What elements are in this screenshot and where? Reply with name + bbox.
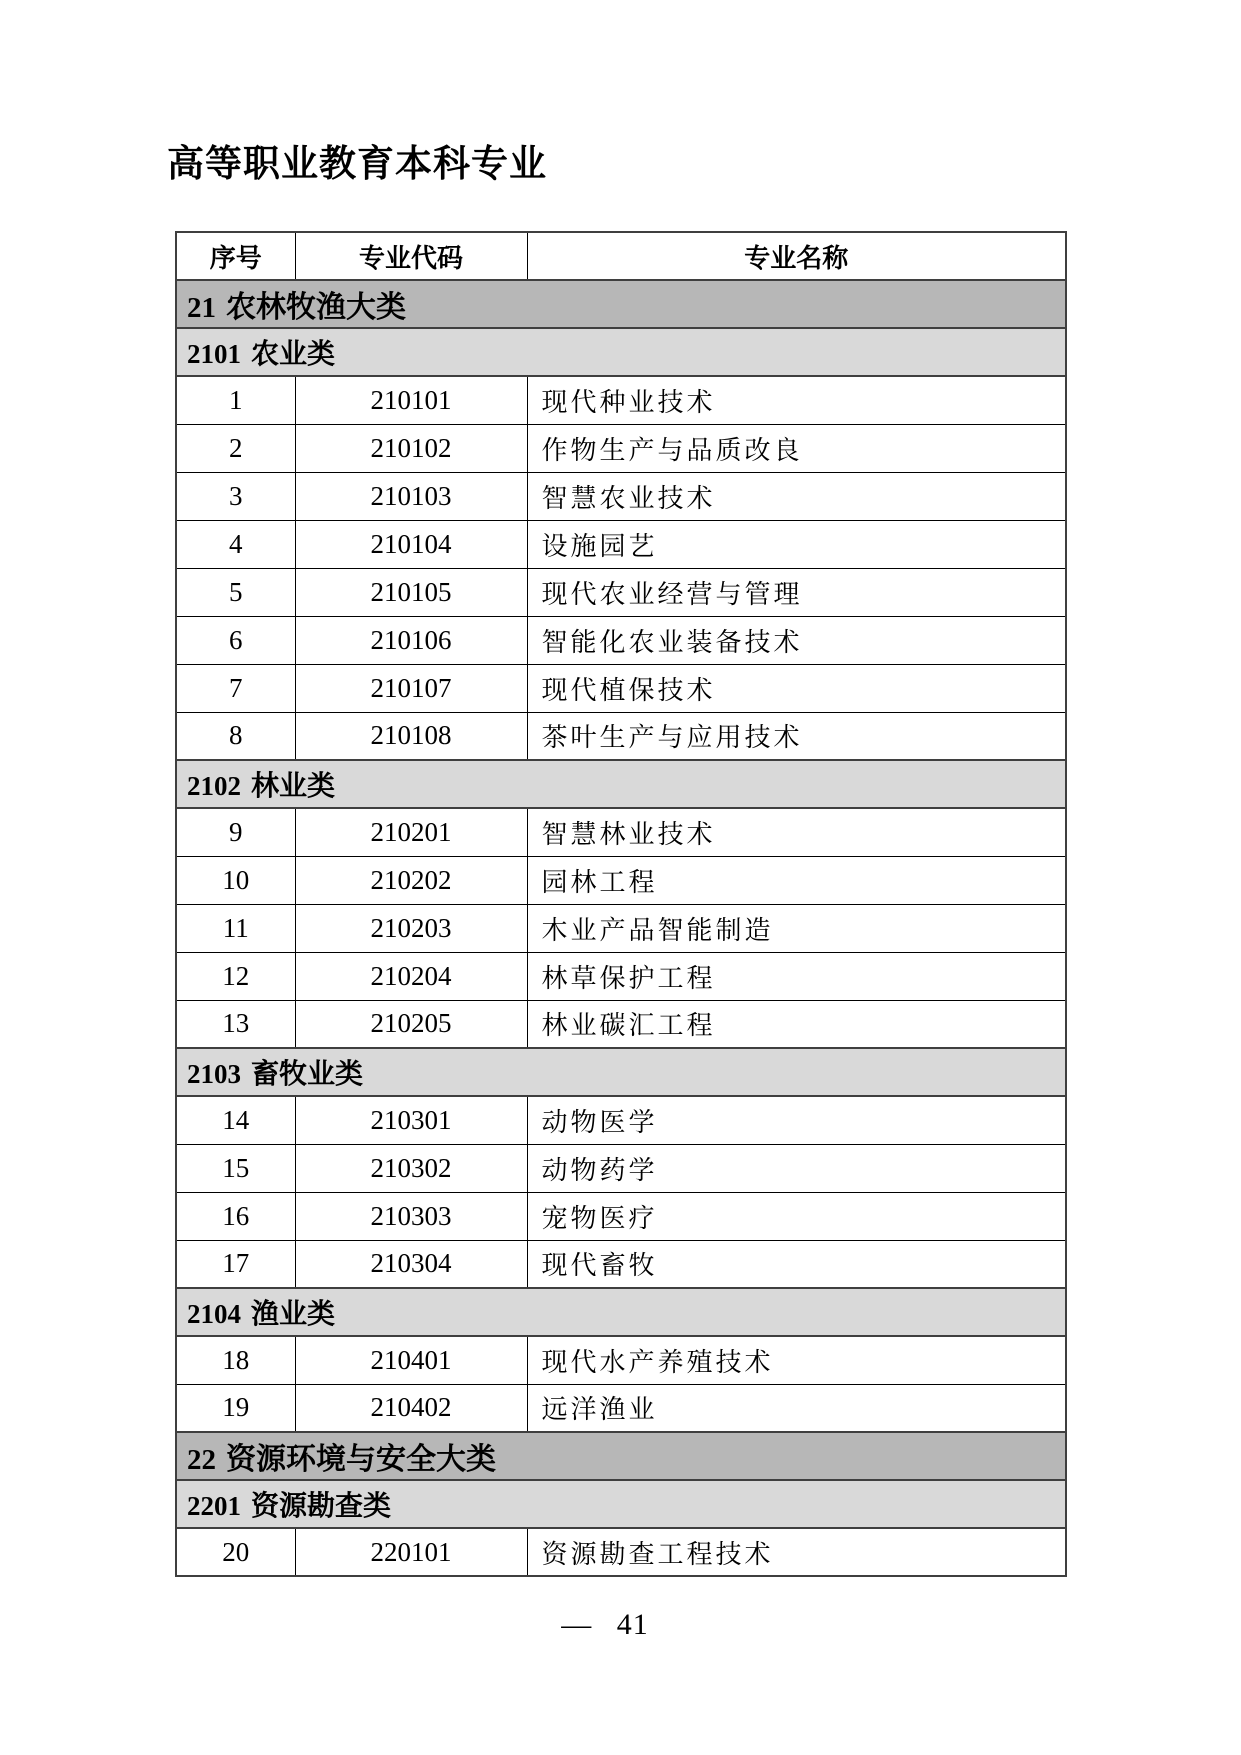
category-code: 21 [187, 292, 216, 324]
table-row [176, 712, 1066, 760]
major-code-cell: 210401 [295, 1336, 527, 1384]
major-name-cell: 现代种业技术 [527, 376, 1066, 424]
major-name-cell: 智能化农业装备技术 [527, 616, 1066, 664]
major-name-cell: 作物生产与品质改良 [527, 424, 1066, 472]
category-code: 2102 [187, 771, 241, 801]
major-name-cell: 资源勘查工程技术 [527, 1528, 1066, 1576]
table-row [176, 1384, 1066, 1432]
major-name-cell: 林草保护工程 [527, 952, 1066, 1000]
major-name-cell: 宠物医疗 [527, 1192, 1066, 1240]
row-number-cell: 1 [176, 376, 295, 424]
major-code-cell: 210106 [295, 616, 527, 664]
row-number-cell: 15 [176, 1144, 295, 1192]
column-header-1: 专业代码 [295, 232, 527, 280]
row-number-cell: 17 [176, 1240, 295, 1288]
table-row [176, 1240, 1066, 1288]
row-number-cell: 11 [176, 904, 295, 952]
category-cell [176, 1288, 1066, 1336]
major-code-cell: 210205 [295, 1000, 527, 1048]
row-number-cell: 7 [176, 664, 295, 712]
major-code-cell: 210304 [295, 1240, 527, 1288]
majors-table [175, 231, 1067, 1577]
table-header [176, 232, 1066, 280]
major-code-cell: 210402 [295, 1384, 527, 1432]
row-number-cell: 3 [176, 472, 295, 520]
major-name-cell: 动物药学 [527, 1144, 1066, 1192]
major-code-cell: 210102 [295, 424, 527, 472]
sub-category-row [176, 760, 1066, 808]
table-row [176, 1000, 1066, 1048]
category-code: 2101 [187, 339, 241, 369]
major-code-cell: 210202 [295, 856, 527, 904]
row-number-cell: 10 [176, 856, 295, 904]
table-row [176, 856, 1066, 904]
major-code-cell: 210101 [295, 376, 527, 424]
major-name-cell: 设施园艺 [527, 520, 1066, 568]
major-code-cell: 220101 [295, 1528, 527, 1576]
major-code-cell: 210301 [295, 1096, 527, 1144]
table-row [176, 568, 1066, 616]
major-name-cell: 现代畜牧 [527, 1240, 1066, 1288]
major-code-cell: 210204 [295, 952, 527, 1000]
table-row [176, 520, 1066, 568]
major-name-cell: 智慧林业技术 [527, 808, 1066, 856]
category-label: 农业类 [251, 338, 336, 369]
page-title: 高等职业教育本科专业 [167, 144, 547, 185]
category-label: 农林牧渔大类 [226, 291, 406, 324]
major-name-cell: 远洋渔业 [527, 1384, 1066, 1432]
major-code-cell: 210107 [295, 664, 527, 712]
table-row [176, 1336, 1066, 1384]
major-code-cell: 210302 [295, 1144, 527, 1192]
row-number-cell: 12 [176, 952, 295, 1000]
table-body [176, 280, 1066, 1576]
row-number-cell: 9 [176, 808, 295, 856]
major-name-cell: 林业碳汇工程 [527, 1000, 1066, 1048]
category-cell [176, 760, 1066, 808]
row-number-cell: 8 [176, 712, 295, 760]
sub-category-row [176, 328, 1066, 376]
category-code: 22 [187, 1444, 216, 1476]
table-row [176, 376, 1066, 424]
table-row [176, 1192, 1066, 1240]
category-label: 资源环境与安全大类 [226, 1443, 496, 1476]
category-label: 渔业类 [251, 1298, 336, 1329]
table-row [176, 616, 1066, 664]
major-name-cell: 现代农业经营与管理 [527, 568, 1066, 616]
category-code: 2201 [187, 1491, 241, 1521]
major-code-cell: 210201 [295, 808, 527, 856]
column-header-0: 序号 [176, 232, 295, 280]
row-number-cell: 5 [176, 568, 295, 616]
major-name-cell: 现代植保技术 [527, 664, 1066, 712]
row-number-cell: 16 [176, 1192, 295, 1240]
major-category-row [176, 280, 1066, 328]
category-label: 林业类 [251, 770, 336, 801]
category-label: 资源勘查类 [251, 1490, 392, 1521]
table-row [176, 1528, 1066, 1576]
table-row [176, 904, 1066, 952]
major-name-cell: 动物医学 [527, 1096, 1066, 1144]
major-code-cell: 210203 [295, 904, 527, 952]
major-code-cell: 210103 [295, 472, 527, 520]
category-code: 2103 [187, 1059, 241, 1089]
table-row [176, 664, 1066, 712]
table-row [176, 1144, 1066, 1192]
major-code-cell: 210105 [295, 568, 527, 616]
sub-category-row [176, 1048, 1066, 1096]
category-cell [176, 1480, 1066, 1528]
table-row [176, 952, 1066, 1000]
table-row [176, 472, 1066, 520]
major-code-cell: 210303 [295, 1192, 527, 1240]
major-category-row [176, 1432, 1066, 1480]
row-number-cell: 6 [176, 616, 295, 664]
row-number-cell: 20 [176, 1528, 295, 1576]
major-name-cell: 现代水产养殖技术 [527, 1336, 1066, 1384]
category-cell [176, 280, 1066, 328]
category-cell [176, 1048, 1066, 1096]
table-row [176, 1096, 1066, 1144]
category-cell [176, 328, 1066, 376]
column-header-2: 专业名称 [527, 232, 1066, 280]
table-header-row [176, 232, 1066, 280]
row-number-cell: 2 [176, 424, 295, 472]
table-row [176, 808, 1066, 856]
category-label: 畜牧业类 [251, 1058, 364, 1089]
row-number-cell: 18 [176, 1336, 295, 1384]
major-name-cell: 园林工程 [527, 856, 1066, 904]
table-row [176, 424, 1066, 472]
row-number-cell: 19 [176, 1384, 295, 1432]
major-code-cell: 210104 [295, 520, 527, 568]
sub-category-row [176, 1288, 1066, 1336]
category-code: 2104 [187, 1299, 241, 1329]
major-code-cell: 210108 [295, 712, 527, 760]
major-name-cell: 茶叶生产与应用技术 [527, 712, 1066, 760]
row-number-cell: 14 [176, 1096, 295, 1144]
major-name-cell: 木业产品智能制造 [527, 904, 1066, 952]
row-number-cell: 13 [176, 1000, 295, 1048]
row-number-cell: 4 [176, 520, 295, 568]
category-cell [176, 1432, 1066, 1480]
major-name-cell: 智慧农业技术 [527, 472, 1066, 520]
page-number: — 41 [561, 1608, 649, 1641]
sub-category-row [176, 1480, 1066, 1528]
